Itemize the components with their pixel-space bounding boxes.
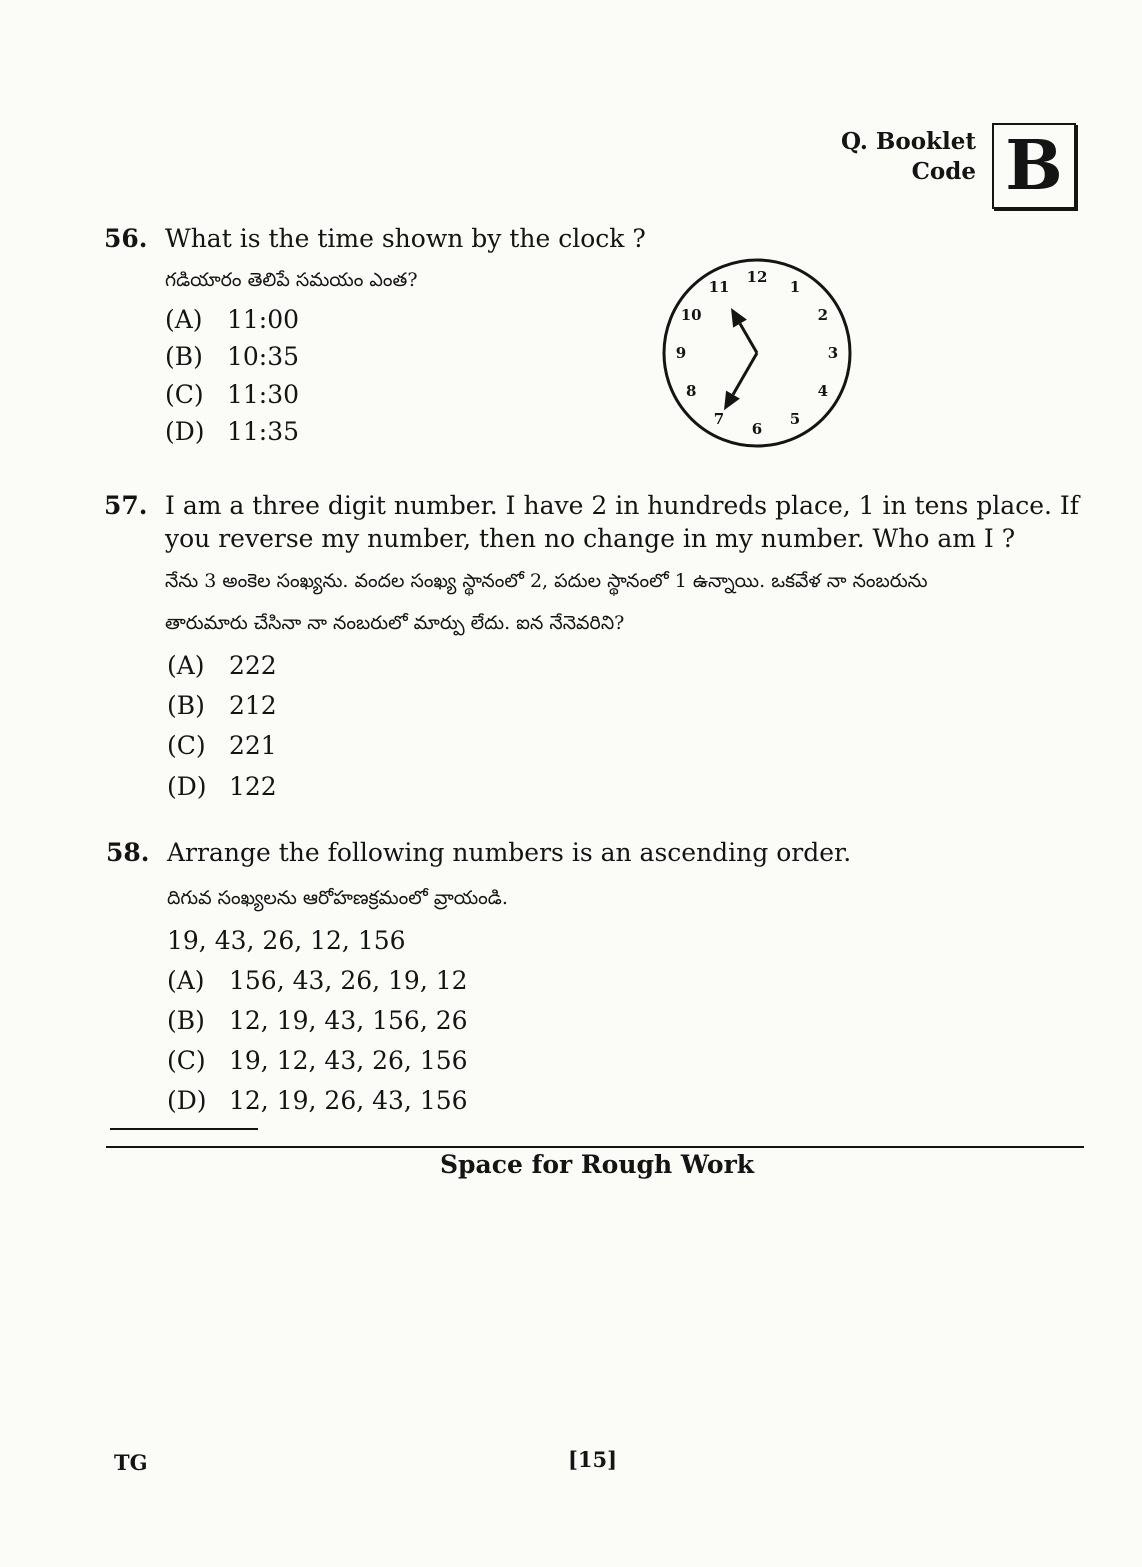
clock-numeral-7: 7 <box>713 409 725 428</box>
option-label: (B) <box>167 1006 205 1035</box>
clock-numeral-3: 3 <box>827 344 839 362</box>
booklet-code-label <box>800 127 976 187</box>
option-label: (B) <box>165 342 203 371</box>
option-text: 12, 19, 26, 43, 156 <box>229 1086 468 1115</box>
booklet-code-box <box>992 123 1076 209</box>
clock-numeral-4: 4 <box>817 382 829 400</box>
option-text: 221 <box>229 731 277 760</box>
question-text-te-line2: తారుమారు చేసినా నా నంబరులో మార్పు లేదు. ఐన నేనెవరిని? <box>165 612 625 634</box>
clock-numeral-5: 5 <box>789 409 801 428</box>
option-label: (D) <box>165 417 205 446</box>
option-label: (C) <box>167 731 206 760</box>
clock-numeral-6: 6 <box>751 420 763 438</box>
option-d <box>167 772 277 801</box>
option-text: 19, 12, 43, 26, 156 <box>229 1046 468 1075</box>
option-a <box>167 651 277 680</box>
option-label: (A) <box>167 966 205 995</box>
option-a <box>165 305 299 334</box>
question-text-en: Arrange the following numbers is an ascending order. <box>167 838 852 867</box>
question-text-en: What is the time shown by the clock ? <box>165 224 646 253</box>
clock-numeral-12: 12 <box>746 268 768 286</box>
option-b <box>165 342 299 371</box>
option-text: 212 <box>229 691 277 720</box>
option-label: (A) <box>167 651 205 680</box>
option-text: 156, 43, 26, 19, 12 <box>229 966 468 995</box>
question-text-en-line1: I am a three digit number. I have 2 in hundreds place, 1 in tens place. If <box>165 491 1080 520</box>
minute-hand <box>733 353 757 395</box>
option-text: 11:35 <box>227 417 300 446</box>
booklet-code-letter: B <box>1005 126 1063 206</box>
question-number: 57. <box>104 491 148 520</box>
clock-numeral-10: 10 <box>680 306 702 324</box>
option-label: (D) <box>167 1086 207 1115</box>
short-divider <box>110 1128 258 1130</box>
given-numbers: 19, 43, 26, 12, 156 <box>167 926 406 955</box>
booklet-label-line2: Code <box>911 158 976 185</box>
option-d <box>165 417 299 446</box>
option-d <box>167 1086 468 1115</box>
option-text: 12, 19, 43, 156, 26 <box>229 1006 468 1035</box>
question-text-te: గడియారం తెలిపే సమయం ఎంత? <box>165 269 418 291</box>
question-text-en-line2: you reverse my number, then no change in my number. Who am I ? <box>165 524 1016 553</box>
option-a <box>167 966 468 995</box>
option-c <box>165 380 299 409</box>
option-label: (B) <box>167 691 205 720</box>
clock-numeral-1: 1 <box>789 278 801 297</box>
question-text-te-line1: నేను 3 అంకెల సంఖ్యను. వందల సంఖ్య స్థానంలో 2, పదుల స్థానంలో 1 ఉన్నాయి. ఒకవేళ నా నంబరును <box>165 570 928 592</box>
clock-numeral-9: 9 <box>675 344 687 362</box>
footer-code: TG <box>114 1450 148 1475</box>
option-b <box>167 691 277 720</box>
option-text: 10:35 <box>227 342 300 371</box>
rough-work-divider <box>106 1146 1084 1148</box>
clock-numeral-2: 2 <box>817 306 829 324</box>
option-text: 222 <box>229 651 277 680</box>
hour-hand <box>740 324 757 353</box>
option-label: (C) <box>165 380 204 409</box>
option-label: (C) <box>167 1046 206 1075</box>
booklet-label-line1: Q. Booklet <box>841 128 976 155</box>
page-number: [15] <box>568 1447 618 1472</box>
question-text-te: దిగువ సంఖ్యలను ఆరోహణక్రమంలో వ్రాయండి. <box>167 887 508 909</box>
rough-work-heading: Space for Rough Work <box>440 1150 755 1179</box>
question-number: 58. <box>106 838 150 867</box>
option-c <box>167 1046 468 1075</box>
option-label: (D) <box>167 772 207 801</box>
option-c <box>167 731 277 760</box>
clock-numeral-8: 8 <box>685 382 697 400</box>
option-label: (A) <box>165 305 203 334</box>
clock-figure <box>660 256 854 450</box>
option-text: 11:00 <box>227 305 300 334</box>
option-b <box>167 1006 468 1035</box>
option-text: 11:30 <box>227 380 300 409</box>
option-text: 122 <box>229 772 277 801</box>
clock-numeral-11: 11 <box>708 278 730 297</box>
question-number: 56. <box>104 224 148 253</box>
